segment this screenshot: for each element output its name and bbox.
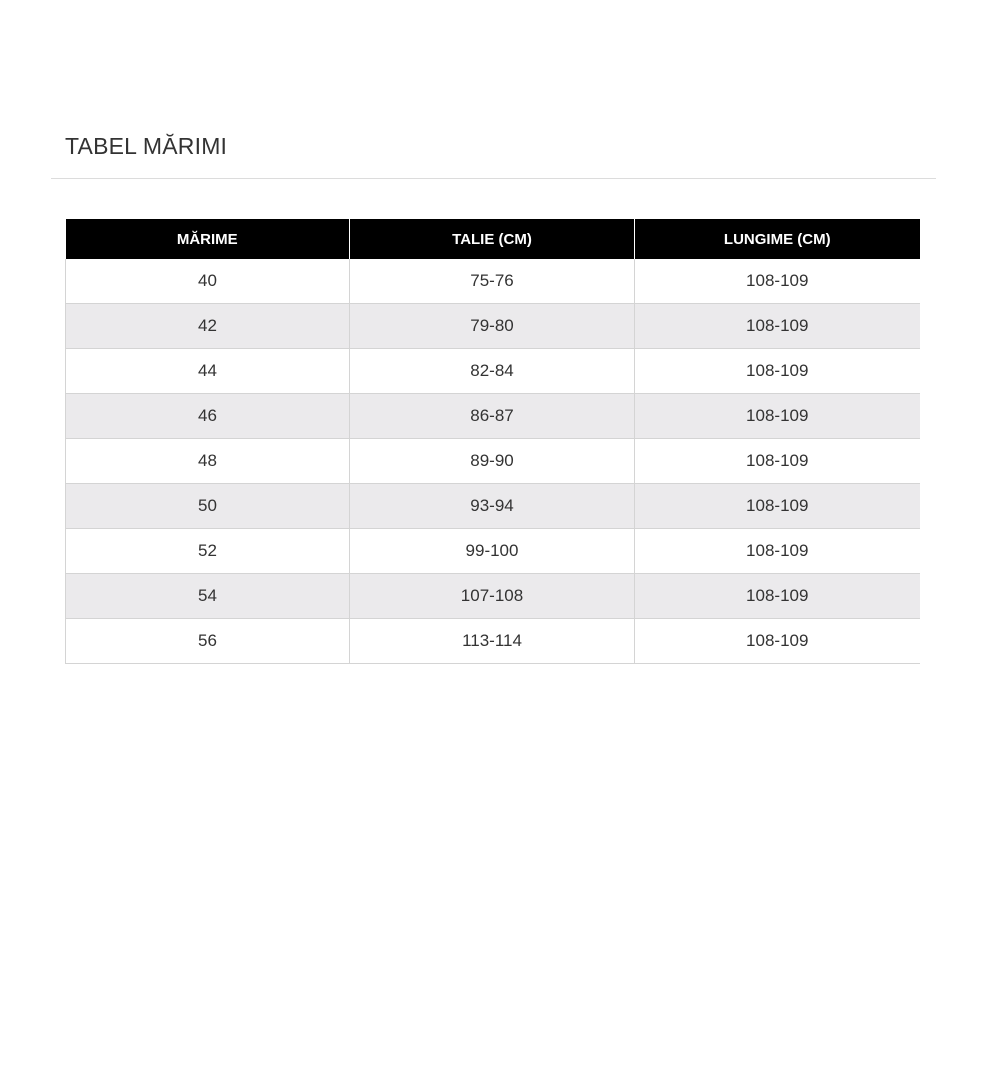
cell-size: 54	[66, 574, 350, 619]
cell-waist: 93-94	[350, 484, 635, 529]
cell-length: 108-109	[635, 439, 920, 484]
cell-waist: 107-108	[350, 574, 635, 619]
table-row	[66, 349, 920, 394]
cell-length: 108-109	[635, 574, 920, 619]
cell-length: 108-109	[635, 349, 920, 394]
cell-length: 108-109	[635, 529, 920, 574]
table-row	[66, 574, 920, 619]
table-row	[66, 529, 920, 574]
size-chart-table	[65, 219, 920, 664]
table-row	[66, 304, 920, 349]
cell-length: 108-109	[635, 394, 920, 439]
table-row	[66, 394, 920, 439]
table-header	[66, 219, 920, 259]
table-row	[66, 259, 920, 304]
cell-size: 50	[66, 484, 350, 529]
cell-waist: 113-114	[350, 619, 635, 664]
cell-waist: 79-80	[350, 304, 635, 349]
cell-length: 108-109	[635, 304, 920, 349]
cell-size: 42	[66, 304, 350, 349]
cell-waist: 82-84	[350, 349, 635, 394]
table-header-row	[66, 219, 920, 259]
cell-waist: 99-100	[350, 529, 635, 574]
cell-size: 46	[66, 394, 350, 439]
cell-length: 108-109	[635, 484, 920, 529]
column-header-length: LUNGIME (CM)	[635, 219, 920, 259]
table-row	[66, 439, 920, 484]
page-title: TABEL MĂRIMI	[65, 133, 228, 159]
cell-waist: 89-90	[350, 439, 635, 484]
title-divider	[51, 178, 936, 179]
cell-size: 40	[66, 259, 350, 304]
table-body	[66, 259, 920, 664]
cell-length: 108-109	[635, 619, 920, 664]
cell-waist: 86-87	[350, 394, 635, 439]
column-header-waist: TALIE (CM)	[350, 219, 635, 259]
cell-size: 52	[66, 529, 350, 574]
cell-length: 108-109	[635, 259, 920, 304]
table-row	[66, 484, 920, 529]
cell-size: 48	[66, 439, 350, 484]
cell-size: 44	[66, 349, 350, 394]
column-header-size: MĂRIME	[66, 219, 350, 259]
cell-waist: 75-76	[350, 259, 635, 304]
table-row	[66, 619, 920, 664]
cell-size: 56	[66, 619, 350, 664]
